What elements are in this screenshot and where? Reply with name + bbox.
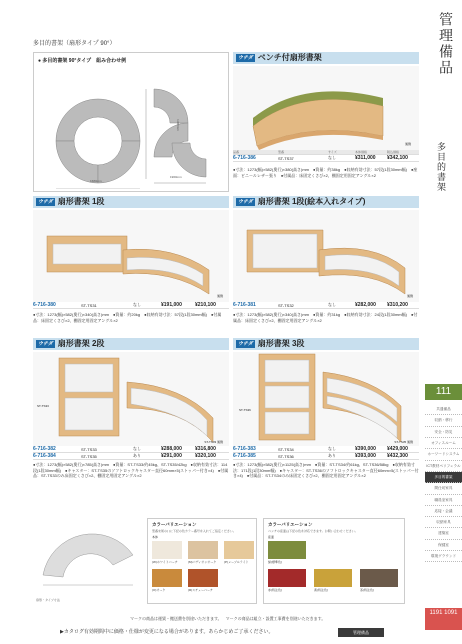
swatch-label: 茶(特注色)	[360, 588, 374, 592]
s3-table	[233, 446, 419, 460]
side-category-item[interactable]: 収納・移行	[425, 415, 462, 426]
side-category-item[interactable]: オフィスルーム	[425, 438, 462, 449]
product-model: ST-TS35	[81, 453, 97, 459]
hdr-price: 本体価格	[355, 150, 368, 154]
fan-diagram-caption: 扇形・タイプ寸法	[36, 598, 60, 602]
product-price-tax: ¥210,100	[195, 302, 216, 308]
swatch-padion-oak	[188, 541, 218, 559]
side-category-item[interactable]: 保健室	[425, 540, 462, 551]
s1b-table	[233, 302, 419, 309]
bench-table	[233, 150, 419, 162]
product-size: なし	[133, 446, 141, 451]
product-size: なし	[133, 302, 141, 307]
product-code: 6-716-386	[233, 155, 256, 161]
product-size: なし	[328, 302, 336, 307]
product-price: ¥282,000	[355, 302, 376, 308]
bench-brand: ウチダ	[238, 54, 253, 61]
table-row	[33, 453, 229, 460]
product-price-tax: ¥320,100	[195, 453, 216, 459]
product-price-tax: ¥316,800	[195, 446, 216, 452]
diagram-dim-3: 1380mm	[175, 119, 180, 131]
bench-photo	[233, 66, 419, 150]
product-price: ¥191,000	[161, 302, 182, 308]
color2-title: カラーバリエーション	[268, 522, 313, 527]
side-category-item[interactable]: ホーワードシステム	[425, 449, 462, 460]
side-category-item[interactable]: 安全・防災	[425, 427, 462, 438]
hdr-code: 品番	[233, 150, 240, 154]
s1b-photo-note: 裏側	[406, 294, 413, 298]
side-category-item[interactable]: 間仕切家具	[425, 483, 462, 494]
s2-illustration	[33, 352, 229, 446]
table-row	[33, 446, 229, 453]
s1-photo-note: 裏側	[216, 294, 223, 298]
diagram-dim-2: 1960mm	[170, 175, 182, 179]
color1-title: カラーバリエーション	[152, 522, 197, 527]
side-category-item[interactable]: 応接・会議	[425, 506, 462, 517]
product-price-tax: ¥342,100	[387, 155, 408, 161]
swatch-label: 赤(特注色)	[268, 588, 282, 592]
product-price: ¥288,000	[161, 446, 182, 452]
product-model: ST-TS33	[81, 446, 97, 452]
side-title: 管理備品	[437, 12, 453, 76]
side-category-item[interactable]: 収納家具	[425, 517, 462, 528]
product-model: ST-TS32	[278, 302, 294, 308]
product-code: 6-716-381	[233, 302, 256, 308]
swatch-red	[268, 569, 306, 587]
s3-brand: ウチダ	[238, 340, 253, 347]
table-row	[233, 453, 419, 460]
table-row	[33, 302, 229, 309]
product-price-tax: ¥432,300	[387, 453, 408, 459]
swatch-label: 緑(標準色)	[268, 560, 282, 564]
product-price-tax: ¥310,200	[387, 302, 408, 308]
product-code: 6-716-385	[233, 453, 256, 459]
side-category-item[interactable]: 多目的書架	[425, 472, 462, 483]
s1-title: 扇形書架 1段	[57, 197, 105, 206]
table-row	[233, 302, 419, 309]
bench-spec: ●寸法：1273(幅)×582(奥行)×380(高さ)mm ●質量：約38kg ●収納有効寸法：57段(1段30mm幅) ●座面：ビニールレザー張り ●付属品：床固定くさび×2、棚固定用固定アングル×2	[233, 167, 418, 178]
s3-title-bar	[233, 338, 419, 350]
table-row	[233, 446, 419, 453]
swatch-stew-birch	[188, 569, 218, 587]
product-code: 6-716-383	[233, 446, 256, 452]
s2-table	[33, 446, 229, 460]
s1-table	[33, 302, 229, 309]
swatch-label: (P)メープルライト	[224, 560, 249, 564]
s1b-spec: ●寸法：1273(幅)×582(奥行)×340(高さ)mm ●質量：約31kg ●収納有効寸法：24段(1段30mm幅) ●付属品：床固定くさび×2、棚固定用固定アングル×2	[233, 312, 418, 323]
side-category-item[interactable]: 職員室家具	[425, 495, 462, 506]
footer-disclaimer: ▶カタログ有効期間中に価格・仕様が変更になる場合があります。あらかじめご了承ください。	[60, 629, 274, 635]
product-size: あり	[328, 453, 336, 458]
side-category-item[interactable]: 環境グラウンド	[425, 551, 462, 562]
side-category-item[interactable]: ICT教材ペリフェラル	[425, 461, 462, 472]
s3-spec: ●寸法：1273(幅)×582(奥行)×1125(高さ)mm ●質量：ST-TS34/約61kg、ST-TS36/58kg ●収納有効寸法：171段(1段30mm幅) ●キャスター：ST-TS36のソフトロックキャスター直径60mm×5(ストッパー付き×4) ●付属品：ST-TS34のみ床固定くさび×2、棚固定用固定アングル×2	[233, 462, 419, 478]
side-subtitle: 多目的書架	[436, 142, 446, 192]
product-size: なし	[328, 155, 336, 160]
bench-title-bar	[233, 52, 419, 64]
s1-spec: ●寸法：1273(幅)×582(奥行)×340(高さ)mm ●質量：約20kg ●収納有効寸法：57段(1段30mm幅) ●付属品：床固定くさび×2、棚固定用固定アングル×2	[33, 312, 222, 323]
product-model: ST-TS37	[278, 155, 294, 161]
hdr-model: 型番	[278, 150, 285, 154]
color1-sub: 本体	[152, 535, 159, 539]
product-price: ¥291,000	[161, 453, 182, 459]
swatch-oak	[152, 569, 182, 587]
swatch-label: 黄(特注色)	[314, 588, 328, 592]
s2-title-bar	[33, 338, 229, 350]
s3-model-right: ST-TS35 裏側	[394, 440, 413, 444]
color2-sub: 座面	[268, 535, 275, 539]
color1-note: 型番末尾の( )に下記の色カラー番号を入れてご指定ください。	[152, 529, 236, 533]
s2-brand: ウチダ	[38, 340, 53, 347]
fan-dimension-diagram	[33, 515, 143, 605]
product-code: 6-716-384	[33, 453, 56, 459]
s1-illustration	[33, 210, 229, 302]
product-price: ¥311,000	[355, 155, 376, 161]
s3-model-left: ST-TS36	[239, 408, 251, 412]
bench-title: ベンチ付扇形書架	[257, 53, 322, 62]
product-price: ¥390,000	[355, 446, 376, 452]
s1b-brand: ウチダ	[238, 198, 253, 205]
s2-model-left: ST-TS33	[37, 404, 49, 408]
hdr-size: サイズ	[328, 150, 337, 154]
swatch-green	[268, 541, 306, 559]
s2-spec: ●寸法：1273(幅)×582(奥行)×785(高さ)mm ●質量：ST-TS33/約45kg、ST-TS35/42kg ●収納有効寸法：114段(1段30mm幅) ●キャスター：ST-TS35のソフトロックキャスター直径60mm×5(ストッパー付き×4) ●付属品：ST-TS33のみ床固定くさび×2、棚固定用固定アングル×2	[33, 462, 229, 478]
s1b-title: 扇形書架 1段(絵本入れタイプ)	[257, 197, 366, 206]
table-row	[233, 155, 419, 162]
color2-note: ベンチの座面は下記の色を対応できます。お問い合わせください。	[268, 529, 358, 533]
s1-title-bar	[33, 196, 229, 208]
s1-brand: ウチダ	[38, 198, 53, 205]
s1b-title-bar	[233, 196, 419, 208]
footer-note: マークの商品は運賃・搬送費を別途いただきます。 マークの商品は組立・設置工事費を別途いただきます。	[130, 616, 326, 621]
hdr-price-tax: 税込価格	[387, 150, 400, 154]
side-page-ref: 1191 1091	[425, 608, 462, 630]
swatch-label: (M)パディオンオーク	[188, 560, 217, 564]
s3-photo	[233, 352, 419, 446]
swatch-label: (O)オーク	[152, 588, 166, 592]
s1b-photo	[233, 210, 419, 302]
swatch-yellow	[314, 569, 352, 587]
color-variation-seat	[263, 518, 405, 604]
swatch-maple-light	[224, 541, 254, 559]
s1b-illustration	[233, 210, 419, 302]
bench-illustration	[233, 66, 419, 150]
product-size: なし	[328, 446, 336, 451]
swatch-label: (R)スチューバーチ	[188, 588, 213, 592]
side-category-list	[425, 404, 462, 562]
footer-tag: 管理備品	[338, 628, 384, 637]
layout-diagram	[34, 69, 230, 189]
section-heading: 多目的書架（扇形タイプ 90°）	[33, 41, 116, 47]
s3-title: 扇形書架 3段	[257, 339, 305, 348]
side-category-item[interactable]: 建築室	[425, 528, 462, 539]
s2-model-right: ST-TS33 裏側	[204, 440, 223, 444]
swatch-label: (W)ホワイトバーチ	[152, 560, 178, 564]
product-model: ST-TS36	[278, 453, 294, 459]
side-category-item[interactable]: 共通備品	[425, 404, 462, 415]
product-size: あり	[133, 453, 141, 458]
swatch-white-birch	[152, 541, 182, 559]
s2-photo	[33, 352, 229, 446]
color-variation-body	[147, 518, 257, 604]
product-code: 6-716-382	[33, 446, 56, 452]
s1-photo	[33, 210, 229, 302]
side-index	[425, 0, 462, 644]
product-model: ST-TS34	[278, 446, 294, 452]
s2-title: 扇形書架 2段	[57, 339, 105, 348]
product-price: ¥393,000	[355, 453, 376, 459]
layout-diagram-box	[33, 52, 229, 192]
product-price-tax: ¥429,000	[387, 446, 408, 452]
s3-illustration	[233, 352, 419, 446]
diagram-dim-1: 1680mm	[90, 179, 102, 183]
bench-photo-note: 裏側	[404, 142, 411, 146]
product-code: 6-716-380	[33, 302, 56, 308]
swatch-brown	[360, 569, 398, 587]
diagram-title: ● 多目的書架 90°タイプ 組み合わせ例	[38, 58, 127, 64]
product-model: ST-TS31	[81, 302, 97, 308]
side-page-number: 111	[425, 384, 462, 400]
